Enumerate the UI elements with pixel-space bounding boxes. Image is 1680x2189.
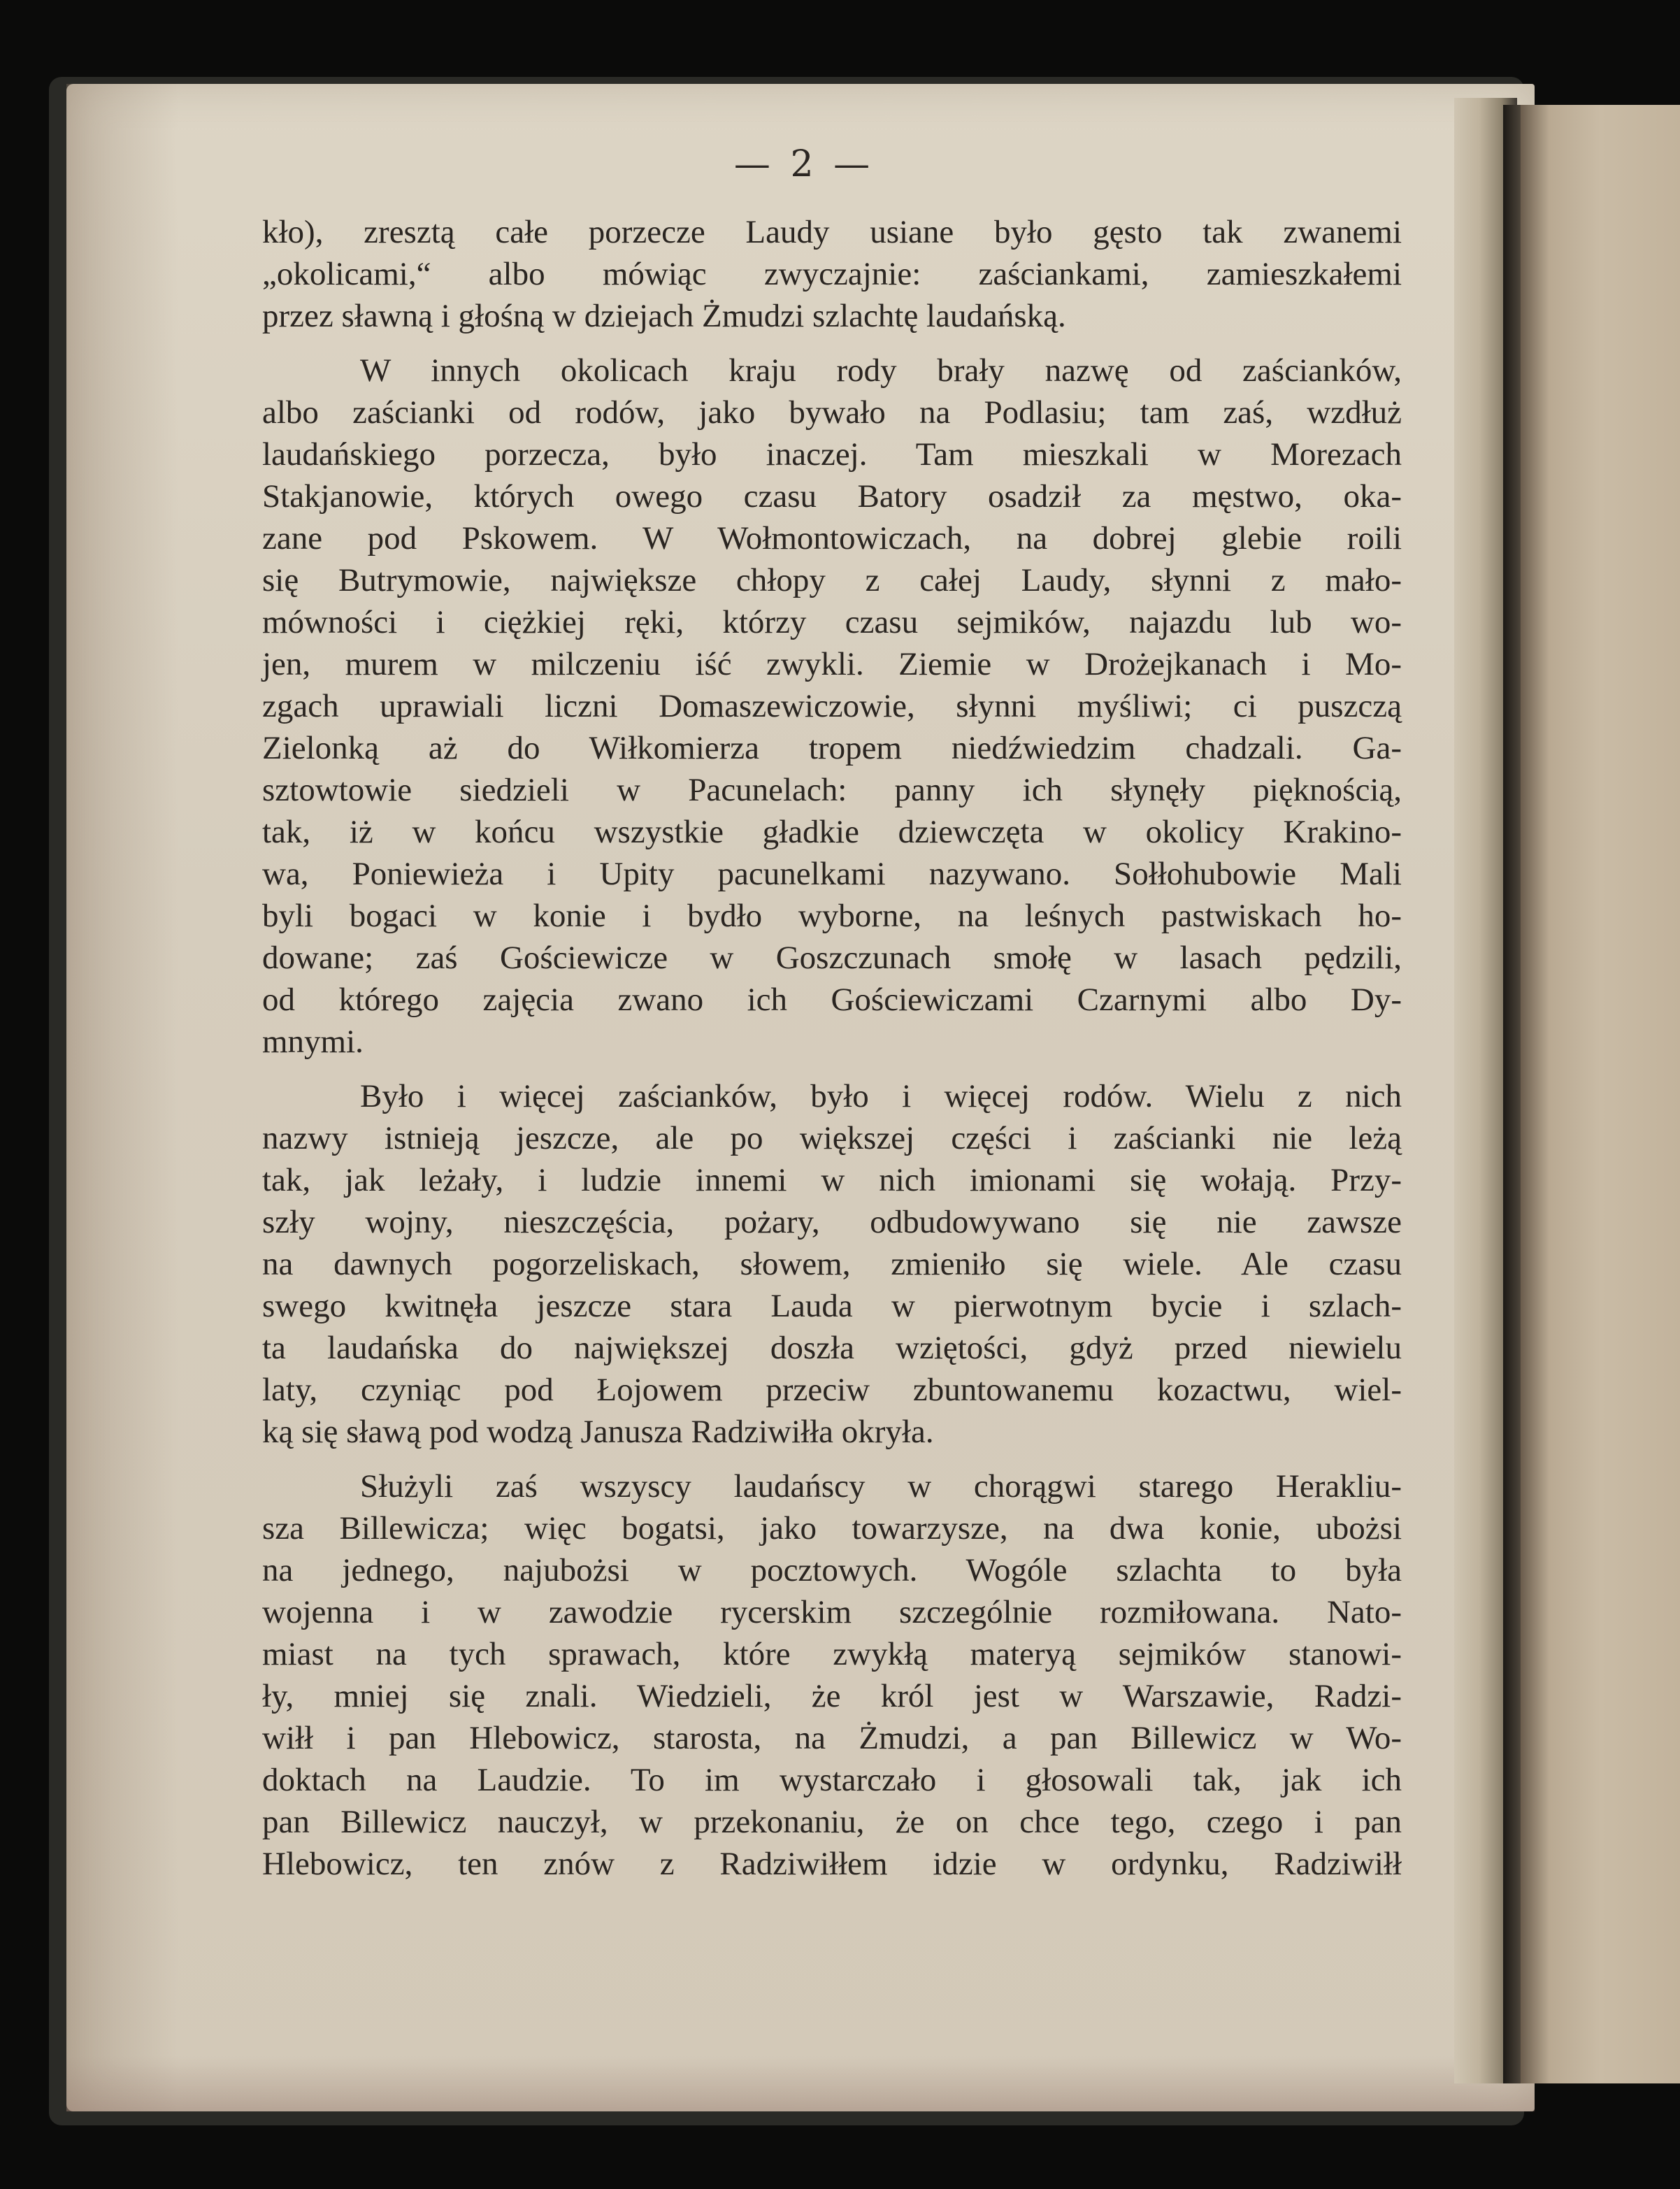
text-line: tak, jak leżały, i ludzie innemi w nich imionami się wołają. Przy- bbox=[262, 1162, 1402, 1198]
text-line: albo zaścianki od rodów, jako bywało na Podlasiu; tam zaś, wzdłuż bbox=[262, 394, 1402, 431]
text-line: na dawnych pogorzeliskach, słowem, zmieniło się wiele. Ale czasu bbox=[262, 1246, 1402, 1282]
text-line: miast na tych sprawach, które zwykłą materyą sejmików stanowi- bbox=[262, 1636, 1402, 1672]
text-line: jen, murem w milczeniu iść zwykli. Ziemie w Drożejkanach i Mo- bbox=[262, 646, 1402, 682]
page-bottom-stain bbox=[66, 2055, 1535, 2111]
text-line: kło), zresztą całe porzecze Laudy usiane było gęsto tak zwanemi bbox=[262, 214, 1402, 250]
text-line: na jednego, najubożsi w pocztowych. Wogóle szlachta to była bbox=[262, 1552, 1402, 1588]
text-line: zgach uprawiali liczni Domaszewiczowie, słynni myśliwi; ci puszczą bbox=[262, 688, 1402, 724]
paragraph-3 bbox=[262, 1075, 1402, 1453]
text-line: wiłł i pan Hlebowicz, starosta, na Żmudzi, a pan Billewicz w Wo- bbox=[262, 1720, 1402, 1756]
text-line: Hlebowicz, ten znów z Radziwiłłem idzie w ordynku, Radziwiłł bbox=[262, 1846, 1402, 1882]
text-line: zane pod Pskowem. W Wołmontowiczach, na dobrej glebie roili bbox=[262, 520, 1402, 557]
text-line: się Butrymowie, największe chłopy z całej Laudy, słynni z mało- bbox=[262, 562, 1402, 598]
text-line: ką się sławą pod wodzą Janusza Radziwiłła okryła. bbox=[262, 1414, 934, 1450]
text-line: doktach na Laudzie. To im wystarczało i głosowali tak, jak ich bbox=[262, 1762, 1402, 1798]
page-number: — 2 — bbox=[733, 143, 875, 185]
text-line: nazwy istnieją jeszcze, ale po większej części i zaścianki nie leżą bbox=[262, 1120, 1402, 1156]
text-line: mnymi. bbox=[262, 1024, 364, 1060]
text-line: „okolicami,“ albo mówiąc zwyczajnie: zaściankami, zamieszkałemi bbox=[262, 256, 1402, 292]
text-line: laty, czyniąc pod Łojowem przeciw zbuntowanemu kozactwu, wiel- bbox=[262, 1372, 1402, 1408]
text-line: przez sławną i głośną w dziejach Żmudzi szlachtę laudańską. bbox=[262, 298, 1066, 334]
text-line: sza Billewicza; więc bogatsi, jako towarzysze, na dwa konie, ubożsi bbox=[262, 1510, 1402, 1546]
text-line: W innych okolicach kraju rody brały nazwę od zaścianków, bbox=[360, 352, 1402, 389]
text-line: tak, iż w końcu wszystkie gładkie dziewczęta w okolicy Krakino- bbox=[262, 814, 1402, 850]
text-line: Służyli zaś wszyscy laudańscy w chorągwi starego Herakliu- bbox=[360, 1468, 1402, 1505]
text-line: dowane; zaś Gościewicze w Goszczunach smołę w lasach pędzili, bbox=[262, 940, 1402, 976]
text-line: ły, mniej się znali. Wiedzieli, że król jest w Warszawie, Radzi- bbox=[262, 1678, 1402, 1714]
next-page-edge bbox=[1521, 105, 1680, 2083]
text-line: swego kwitnęła jeszcze stara Lauda w pierwotnym bycie i szlach- bbox=[262, 1288, 1402, 1324]
text-line: sztowtowie siedzieli w Pacunelach: panny ich słynęły pięknością, bbox=[262, 772, 1402, 808]
text-line: od którego zajęcia zwano ich Gościewiczami Czarnymi albo Dy- bbox=[262, 982, 1402, 1018]
text-line: pan Billewicz nauczył, w przekonaniu, że on chce tego, czego i pan bbox=[262, 1804, 1402, 1840]
paragraph-1 bbox=[262, 211, 1402, 337]
paragraph-4 bbox=[262, 1465, 1402, 1885]
body-text bbox=[262, 211, 1402, 1885]
text-line: wojenna i w zawodzie rycerskim szczególnie rozmiłowana. Nato- bbox=[262, 1594, 1402, 1630]
text-line: wa, Poniewieża i Upity pacunelkami nazywano. Sołłohubowie Mali bbox=[262, 856, 1402, 892]
paragraph-2 bbox=[262, 350, 1402, 1063]
text-line: Zielonką aż do Wiłkomierza tropem niedźwiedzim chadzali. Ga- bbox=[262, 730, 1402, 766]
text-line: szły wojny, nieszczęścia, pożary, odbudowywano się nie zawsze bbox=[262, 1204, 1402, 1240]
text-line: ta laudańska do największej doszła wziętości, gdyż przed niewielu bbox=[262, 1330, 1402, 1366]
text-line: byli bogaci w konie i bydło wyborne, na leśnych pastwiskach ho- bbox=[262, 898, 1402, 934]
margin-stain bbox=[66, 84, 178, 2111]
text-line: Stakjanowie, których owego czasu Batory osadził za męstwo, oka- bbox=[262, 478, 1402, 515]
text-line: mówności i ciężkiej ręki, którzy czasu sejmików, najazdu lub wo- bbox=[262, 604, 1402, 640]
text-line: laudańskiego porzecza, było inaczej. Tam mieszkali w Morezach bbox=[262, 436, 1402, 473]
text-line: Było i więcej zaścianków, było i więcej rodów. Wielu z nich bbox=[360, 1078, 1402, 1114]
